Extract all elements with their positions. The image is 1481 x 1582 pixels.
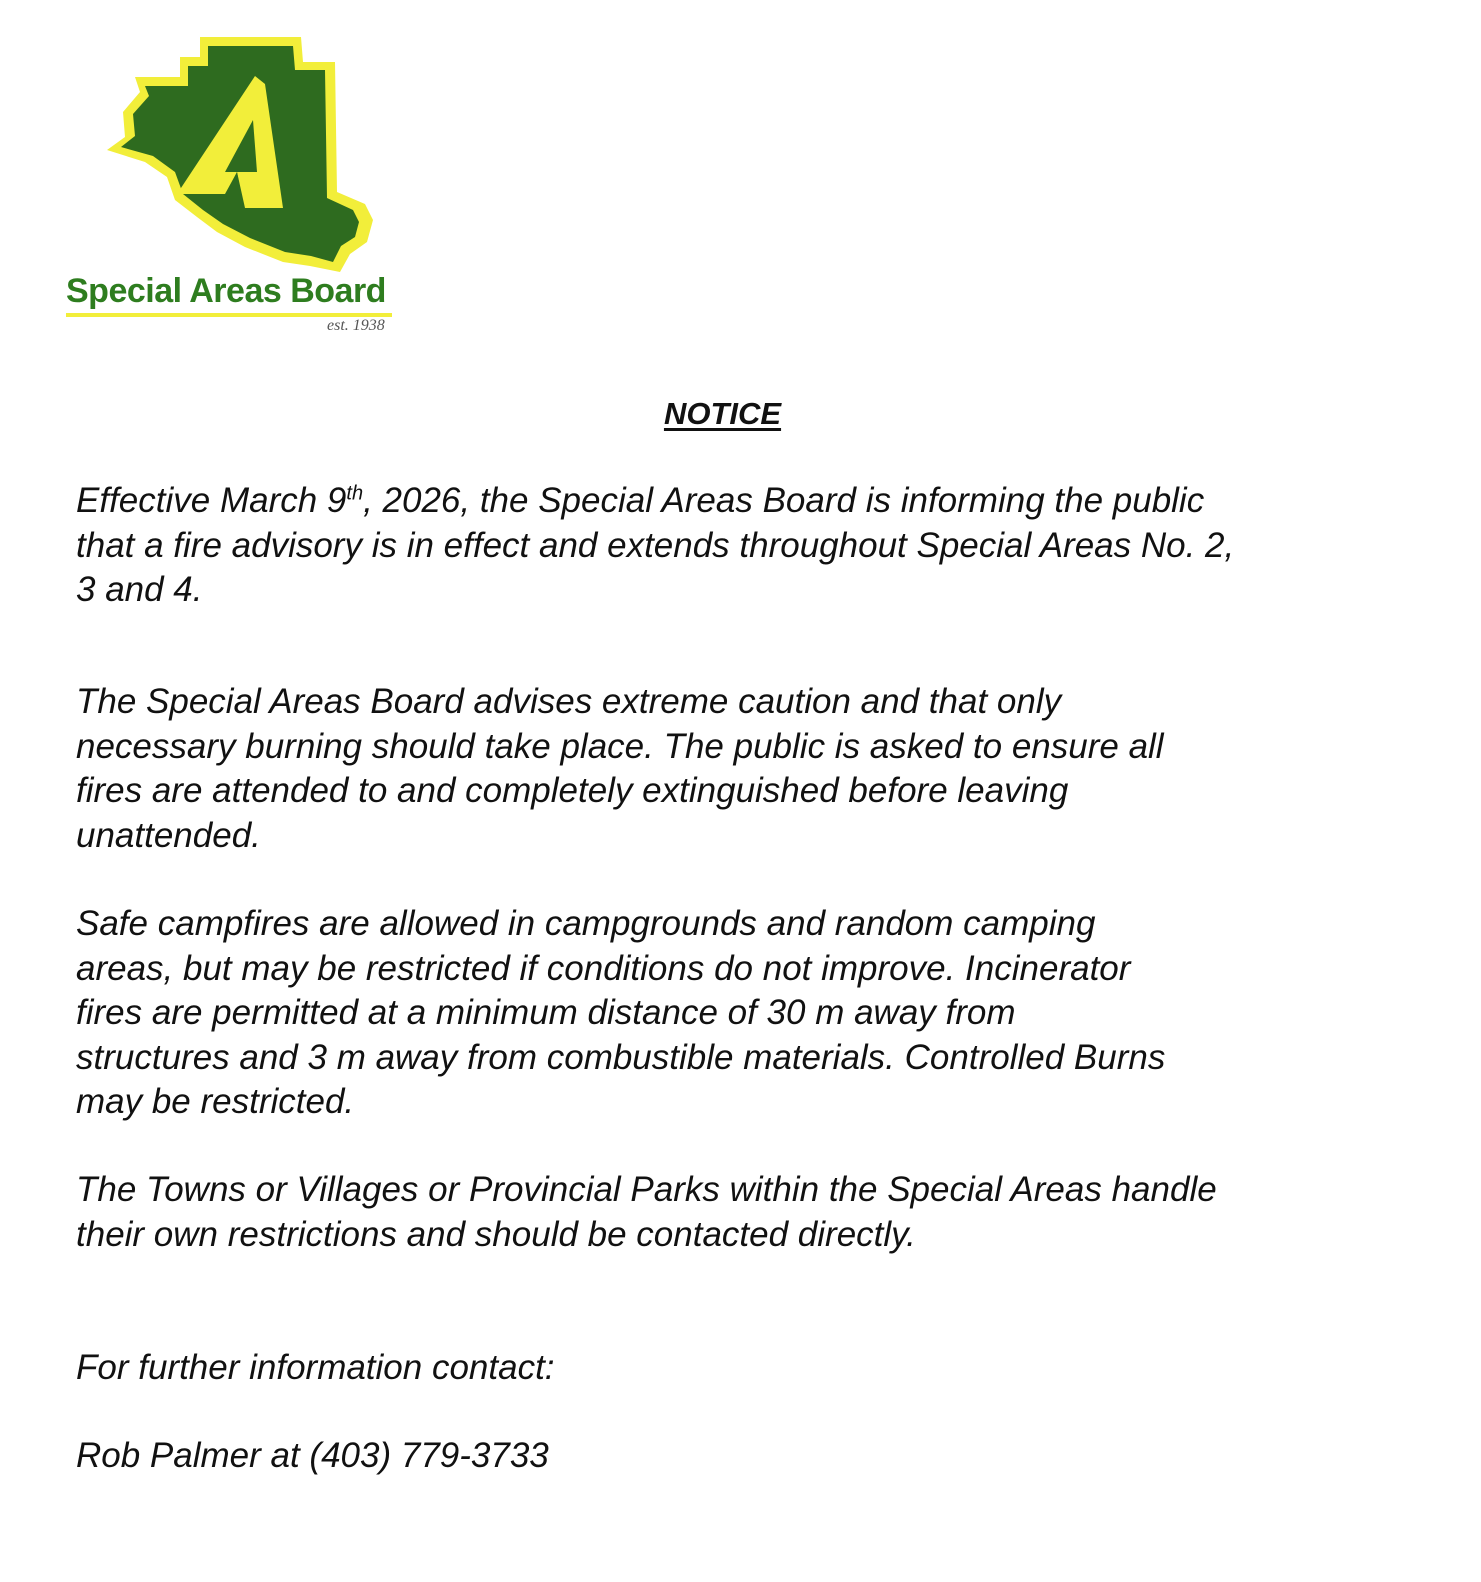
paragraph-line: may be restricted.: [76, 1082, 355, 1121]
paragraph-caution: [76, 680, 1376, 858]
paragraph-line: Safe campfires are allowed in campgrounds and random camping: [76, 904, 1096, 943]
paragraph-line: [76, 479, 1386, 524]
paragraph-line: necessary burning should take place. The public is asked to ensure all: [76, 726, 1164, 766]
paragraph-line: For further information contact:: [76, 1348, 555, 1387]
logo-name: Special Areas Board: [66, 272, 386, 310]
paragraph-line: fires are attended to and completely extinguished before leaving: [76, 771, 1069, 810]
paragraph-towns-villages: [76, 1168, 1396, 1257]
paragraph-line: that a fire advisory is in effect and extends throughout Special Areas No. 2,: [76, 525, 1235, 565]
paragraph-line: areas, but may be restricted if conditions do not improve. Incinerator: [76, 948, 1131, 988]
paragraph-campfires: [76, 902, 1376, 1125]
paragraph-line: their own restrictions and should be contacted directly.: [76, 1214, 916, 1254]
ordinal-suffix: th: [346, 482, 364, 505]
paragraph-line: fires are permitted at a minimum distance of 30 m away from: [76, 993, 1016, 1032]
paragraph-line: unattended.: [76, 815, 261, 855]
paragraph-line: The Towns or Villages or Provincial Parks within the Special Areas handle: [76, 1170, 1217, 1209]
paragraph-effective-date: [76, 479, 1386, 613]
paragraph-line: 3 and 4.: [76, 570, 203, 609]
notice-title: NOTICE: [663, 396, 782, 431]
paragraph-contact-person: [76, 1434, 1376, 1479]
line-text: , 2026, the Special Areas Board is informing the public: [363, 481, 1205, 520]
special-areas-board-logo: [60, 32, 405, 337]
contact-line: Rob Palmer at (403) 779-3733: [76, 1436, 549, 1475]
paragraph-contact-heading: [76, 1346, 1376, 1391]
logo-est: est. 1938: [327, 317, 385, 334]
paragraph-line: structures and 3 m away from combustible materials. Controlled Burns: [76, 1037, 1166, 1077]
paragraph-line: The Special Areas Board advises extreme caution and that only: [76, 682, 1062, 721]
line-text: Effective March 9: [76, 481, 347, 520]
logo-emblem: [105, 32, 405, 277]
